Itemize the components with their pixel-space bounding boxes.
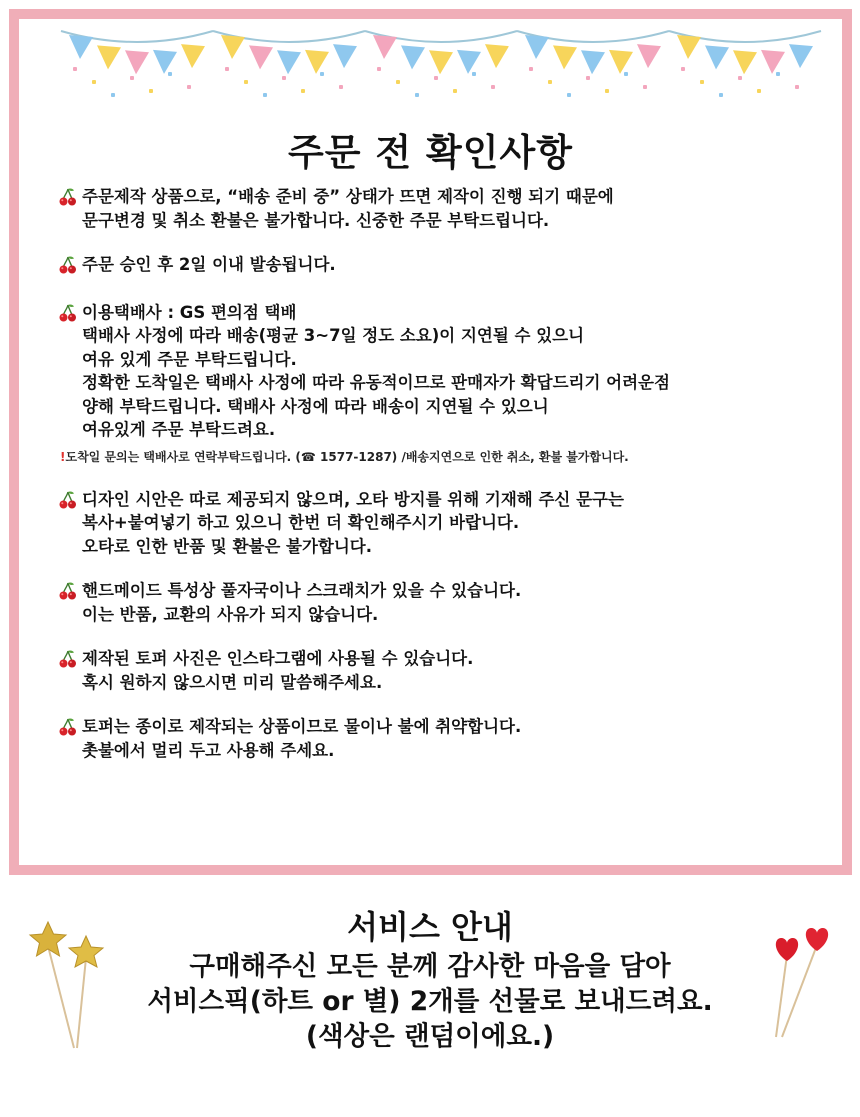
cherry-icon	[58, 717, 78, 737]
notice-line: 주문 승인 후 2일 이내 발송됩니다.	[82, 255, 336, 274]
cherry-icon	[58, 303, 78, 323]
warning-exclamation-icon: !	[60, 449, 66, 464]
notice-line: 이는 반품, 교환의 사유가 되지 않습니다.	[82, 604, 379, 624]
red-heart-pick	[762, 925, 837, 1040]
notice-list	[58, 185, 818, 762]
service-line: 서비스픽(하트 or 별) 2개를 선물로 보내드려요.	[147, 986, 713, 1017]
notice-line: 택배사 사정에 따라 배송(평균 3~7일 정도 소요)이 지연될 수 있으니	[82, 326, 585, 345]
notice-item-1	[58, 185, 818, 232]
notice-line: 오타로 인한 반품 및 환불은 불가합니다.	[82, 536, 373, 556]
notice-line: 정확한 도착일은 택배사 사정에 따라 유동적이므로 판매자가 확답드리기 어려운점	[82, 373, 670, 392]
service-section	[0, 905, 860, 1054]
cherry-icon	[58, 581, 78, 601]
notice-line: 문구변경 및 취소 환불은 불가합니다. 신중한 주문 부탁드립니다.	[82, 210, 550, 230]
cherry-icon	[58, 490, 78, 510]
notice-line: 양해 부탁드립니다. 택배사 사정에 따라 배송이 지연될 수 있으니	[82, 396, 549, 416]
notice-line: 주문제작 상품으로, “배송 준비 중” 상태가 뜨면 제작이 진행 되기 때문에	[82, 187, 614, 206]
service-line: 구매해주신 모든 분께 감사한 마음을 담아	[189, 951, 671, 982]
notice-item-2	[58, 253, 818, 277]
gold-star-pick	[28, 918, 113, 1053]
service-line: (색상은 랜덤이에요.)	[305, 1021, 555, 1052]
notice-line: 여유 있게 주문 부탁드립니다.	[82, 349, 297, 369]
notice-line: 토퍼는 종이로 제작되는 상품이므로 물이나 불에 취약합니다.	[82, 717, 522, 736]
notice-line: 핸드메이드 특성상 풀자국이나 스크래치가 있을 수 있습니다.	[82, 581, 522, 600]
notice-item-7	[58, 715, 818, 762]
delivery-note-text: 도착일 문의는 택배사로 연락부탁드립니다. (☎ 1577-1287) /배송지연으로 인한 취소, 환불 불가합니다.	[65, 449, 629, 464]
notice-line: 디자인 시안은 따로 제공되지 않으며, 오타 방지를 위해 기재해 주신 문구는	[82, 489, 624, 509]
notice-line: 제작된 토퍼 사진은 인스타그램에 사용될 수 있습니다.	[82, 649, 474, 668]
notice-line: 여유있게 주문 부탁드려요.	[82, 420, 276, 439]
notice-item-3	[58, 301, 818, 442]
cherry-icon	[58, 649, 78, 669]
page-title: 주문 전 확인사항	[288, 131, 573, 174]
cherry-icon	[58, 187, 78, 207]
notice-line: 복사+붙여넣기 하고 있으니 한번 더 확인해주시기 바랍니다.	[82, 513, 520, 532]
service-title: 서비스 안내	[347, 908, 513, 946]
delivery-note	[60, 448, 818, 466]
cherry-icon	[58, 255, 78, 275]
notice-item-6	[58, 647, 818, 694]
bunting-banner	[19, 19, 842, 109]
notice-item-5	[58, 579, 818, 626]
notice-line: 촛불에서 멀리 두고 사용해 주세요.	[82, 740, 335, 760]
notice-item-4	[58, 488, 818, 559]
notice-line: 혹시 원하지 않으시면 미리 말씀해주세요.	[82, 672, 383, 692]
notice-line: 이용택배사 : GS 편의점 택배	[82, 302, 297, 322]
